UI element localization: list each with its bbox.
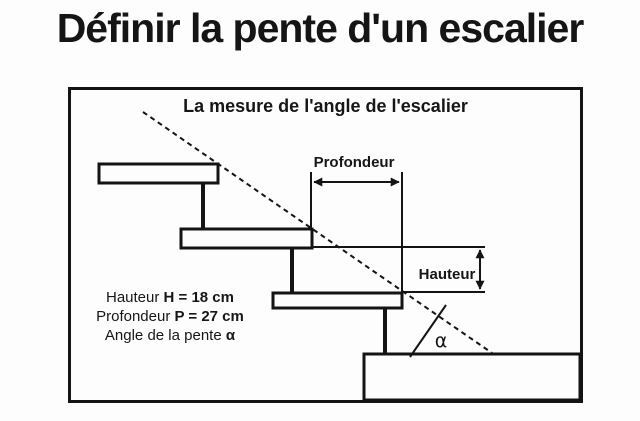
step-tread-2 <box>181 229 312 248</box>
hauteur-label: Hauteur <box>418 266 476 283</box>
legend-angle-label: Angle de la pente <box>104 327 226 344</box>
step-tread-1 <box>99 164 218 183</box>
legend-hauteur-value: H = 18 cm <box>163 289 235 306</box>
legend-line-angle <box>105 327 236 344</box>
profondeur-label: Profondeur <box>313 154 395 171</box>
step-tread-3 <box>273 293 402 308</box>
legend-line-hauteur <box>106 289 234 306</box>
legend-line-profondeur <box>96 308 244 325</box>
legend-angle-value: α <box>225 327 236 344</box>
alpha-symbol: α <box>434 330 448 352</box>
legend-hauteur-label: Hauteur <box>105 289 164 306</box>
legend-profondeur-label: Profondeur <box>96 308 175 325</box>
diagram-box-title: La mesure de l'angle de l'escalier <box>183 96 468 116</box>
legend-profondeur-value: P = 27 cm <box>174 308 244 325</box>
ground-slab <box>364 354 580 400</box>
page-title: Définir la pente d'un escalier <box>56 5 584 51</box>
